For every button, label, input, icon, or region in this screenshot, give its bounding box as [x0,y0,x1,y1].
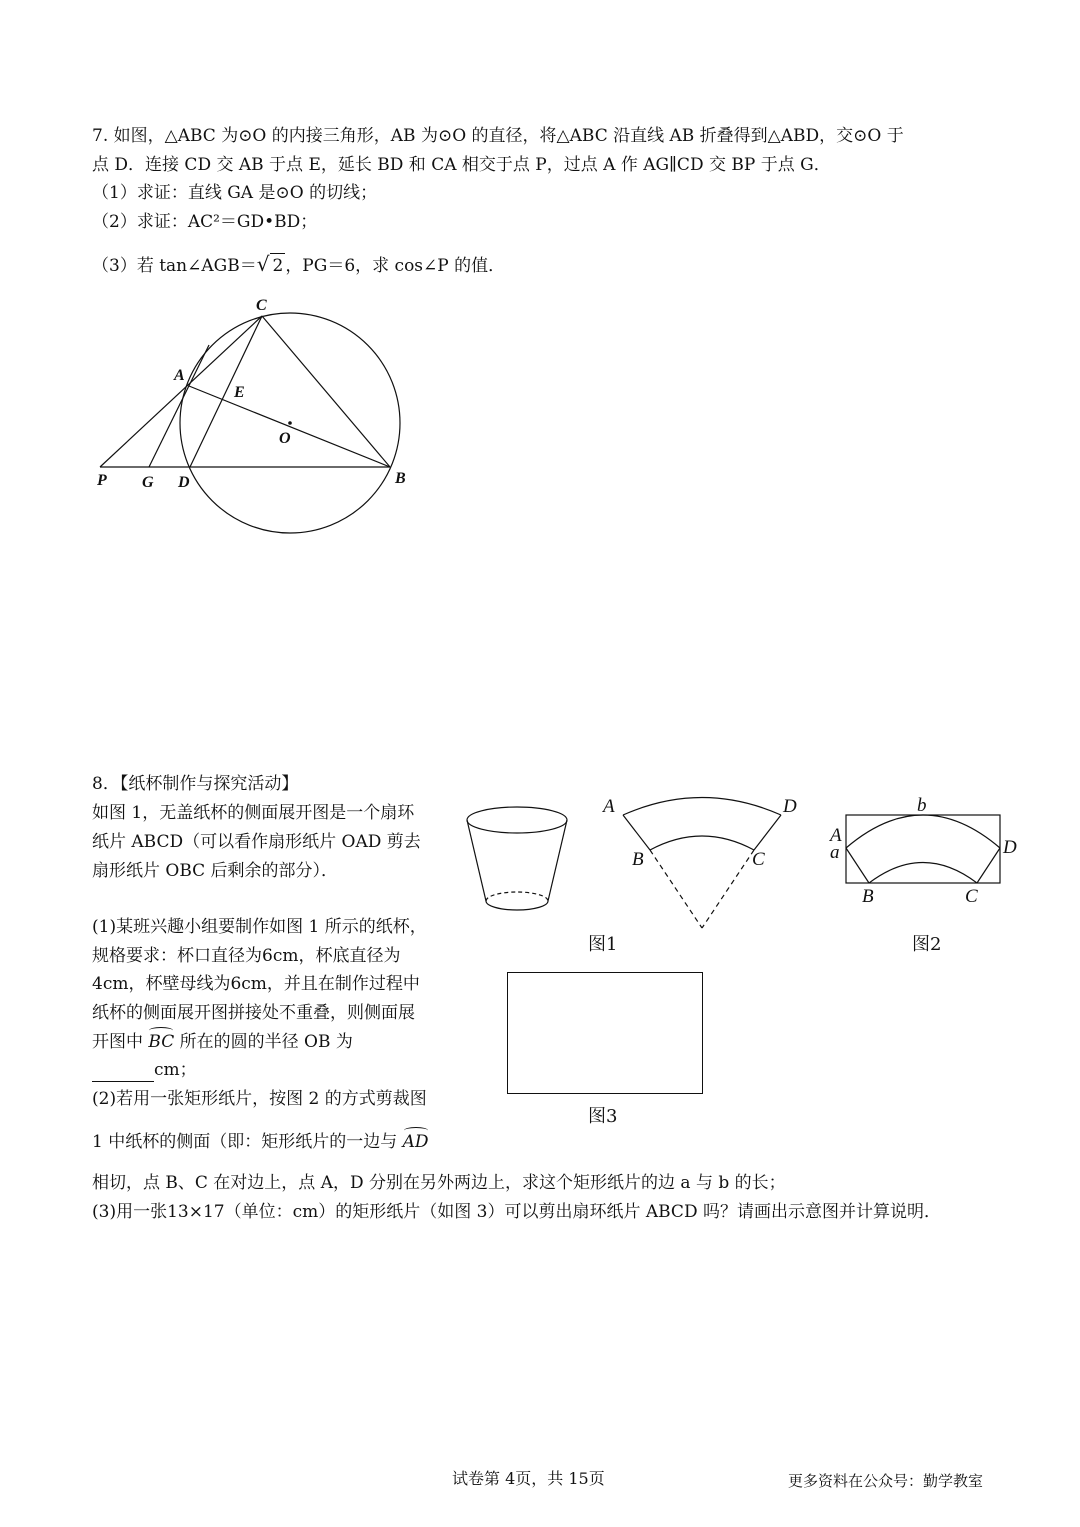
promo-text: 更多资料在公众号：勤学教室 [788,1472,984,1490]
fig1-label-a: A [603,796,615,817]
cup-side-left [467,820,486,901]
line-ab [189,386,390,467]
q8-title: 8．【纸杯制作与探究活动】 [92,774,299,794]
tangent-ga [149,345,209,467]
q7-part-3-pre: （3）若 tan∠AGB＝ [92,256,257,276]
fig2-label-b: B [862,886,874,907]
q7-part-3-post: ，PG＝6，求 cos∠P 的值． [285,256,506,276]
label-e: E [234,384,245,401]
arc-bc-inner [650,836,754,850]
fig2-arc-inner [869,863,977,884]
label-o: O [279,430,291,447]
q8-p1-6 [92,1058,197,1082]
fig2-label-d: D [1003,837,1017,858]
dash-co [702,850,754,928]
answer-blank[interactable] [92,1065,154,1082]
fig1-label-b: B [632,849,644,870]
edge-ab [623,815,650,850]
q8-p1-2: 规格要求：杯口直径为6cm，杯底直径为 [92,946,401,966]
cup-base-front [486,901,548,910]
q8-p1-1: (1)某班兴趣小组要制作如图 1 所示的纸杯， [92,917,427,937]
label-p: P [97,472,107,489]
cup-side-right [548,820,567,901]
label-b: B [395,470,406,487]
q8-p1-5-pre: 开图中 [92,1032,149,1052]
q7-sqrt-value: 2 [270,253,285,278]
fig1-label-d: D [783,796,797,817]
q8-p1-6-unit: cm； [154,1060,197,1080]
q7-part-1: （1）求证：直线 GA 是⊙O 的切线； [92,183,378,203]
q8-p2-2 [92,1130,429,1154]
q8-p1-3: 4cm，杯壁母线为6cm，并且在制作过程中 [92,974,420,994]
arc-ad: AD [402,1132,429,1152]
figure-1-sector-ring [595,785,810,935]
q8-p2-1: (2)若用一张矩形纸片，按图 2 的方式剪裁图 [92,1089,427,1109]
line-cd [190,316,262,467]
dash-bo [650,850,702,928]
label-d: D [178,474,190,491]
q8-intro-3: 扇形纸片 OBC 后剩余的部分）． [92,861,339,881]
cup-base-back [486,892,548,901]
q8-p1-5 [92,1030,353,1054]
q7-part-2: （2）求证：AC²＝GD•BD； [92,212,318,232]
q8-p2-3: 相切，点 B、C 在对边上，点 A，D 分别在另外两边上，求这个矩形纸片的边 a 与 b 的长； [92,1173,786,1193]
fig2-edge-ab [846,848,869,883]
q8-p1-5-post: 所在的圆的半径 OB 为 [174,1032,353,1052]
label-c: C [256,297,267,314]
arc-ad-outer [623,798,781,816]
sqrt-sign: √ [256,252,270,276]
q7-geometry-figure [85,290,420,560]
edge-dc [754,815,781,850]
figure-3-caption: 图3 [588,1106,618,1127]
fig2-edge-dc [977,848,1000,883]
figure-2-caption: 图2 [912,934,942,955]
q7-line-2: 点 D．连接 CD 交 AB 于点 E，延长 BD 和 CA 相交于点 P，过点 A 作 AG∥CD 交 BP 于点 G． [92,155,831,175]
figure-2-rect-cut [822,792,1027,907]
fig2-label-a: A [830,825,842,846]
page-number: 试卷第 4页，共 15页 [452,1469,605,1488]
fig2-label-c: C [965,886,978,907]
q8-p1-4: 纸杯的侧面展开图拼接处不重叠，则侧面展 [92,1003,415,1023]
label-g: G [142,474,154,491]
q7-part-3 [92,252,505,278]
fig2-arc-outer [846,815,1000,848]
q7-line-1: 7. 如图，△ABC 为⊙O 的内接三角形，AB 为⊙O 的直径，将△ABC 沿直线 AB 折叠得到△ABD，交⊙O 于 [92,126,904,146]
q8-intro-2: 纸片 ABCD（可以看作扇形纸片 OAD 剪去 [92,832,421,852]
paper-cup-figure [460,800,575,920]
q8-intro-1: 如图 1，无盖纸杯的侧面展开图是一个扇环 [92,803,415,823]
figure-3-rectangle [507,972,703,1094]
fig1-label-c: C [752,849,765,870]
figure-1-caption: 图1 [588,934,618,955]
q8-p3: (3)用一张13×17（单位：cm）的矩形纸片（如图 3）可以剪出扇环纸片 ABCD 吗？请画出示意图并计算说明． [92,1202,941,1222]
fig2-label-a-side: a [830,842,840,863]
arc-bc: BC [148,1032,175,1052]
fig2-label-b-side: b [917,795,927,816]
fig2-rectangle [846,815,1000,883]
center-dot [288,421,292,425]
label-a: A [174,367,185,384]
q8-p2-2-pre: 1 中纸杯的侧面（即：矩形纸片的一边与 [92,1132,403,1152]
cup-rim [467,807,567,833]
